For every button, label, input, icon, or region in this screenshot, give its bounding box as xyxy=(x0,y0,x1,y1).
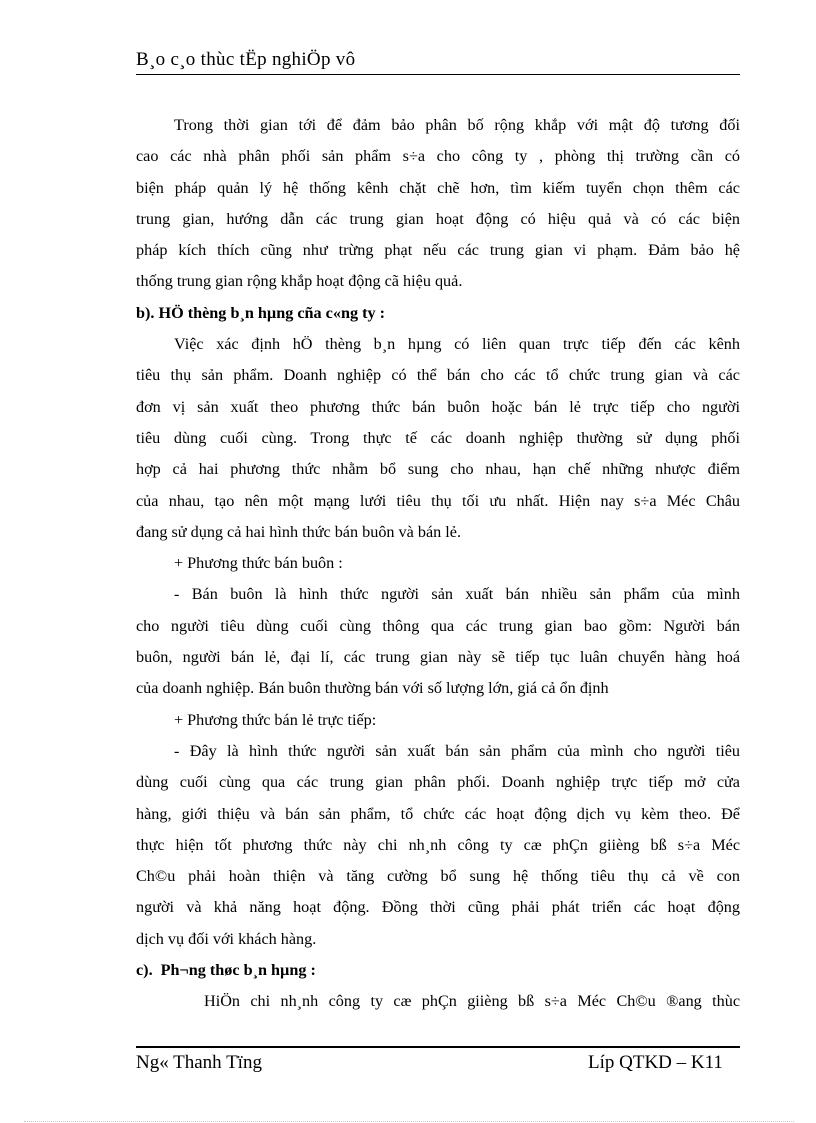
text-line: dùng cuối cùng qua các trung gian phân phối. Doanh nghiệp trực tiếp mở cửa xyxy=(136,773,740,792)
text-line: hợp cả hai phương thức nhằm bổ sung cho nhau, hạn chế những nhược điểm xyxy=(136,460,740,479)
text-line: pháp kích thích cũng như trừng phạt nếu các trung gian vi phạm. Đảm bảo hệ xyxy=(136,241,740,260)
text-line: dịch vụ đối với khách hàng. xyxy=(136,929,317,948)
document-body xyxy=(136,110,740,1018)
text-line: hàng, giới thiệu và bán sản phẩm, tổ chức các hoạt động dịch vụ kèm theo. Để xyxy=(136,804,740,823)
text-line: cao các nhà phân phối sản phẩm s÷a cho công ty , phòng thị trường cần có xyxy=(136,147,740,166)
section-heading-c xyxy=(136,955,740,986)
text-line: - Bán buôn là hình thức người sản xuất bán nhiều sản phẩm của mình xyxy=(174,585,740,604)
text-line: buôn, người bán lẻ, đại lí, các trung gian này sẽ tiếp tục luân chuyển hàng hoá xyxy=(136,648,740,667)
text-line: Việc xác định hÖ thèng b¸n hµng có liên quan trực tiếp đến các kênh xyxy=(174,335,740,354)
paragraph-4 xyxy=(136,736,740,955)
heading-c-text: Ph¬ng thøc b¸n hµng : xyxy=(160,961,316,980)
heading-c-label: c). xyxy=(136,961,153,980)
section-heading-b: b). HÖ thèng b¸n hµng cña c«ng ty : xyxy=(136,303,386,322)
text-line: Trong thời gian tới để đảm bảo phân bố rộng khắp với mật độ tương đối xyxy=(174,116,740,134)
paragraph-3 xyxy=(136,579,740,704)
text-line: của nhau, tạo nên một mạng lưới tiêu thụ tối ưu nhất. Hiện nay s÷a Méc Châu xyxy=(136,491,740,510)
text-line: tiêu thụ sản phẩm. Doanh nghiệp có thể bán cho các tổ chức trung gian và các xyxy=(136,366,740,385)
text-line: thực hiện tốt phương thức này chi nh¸nh công ty cæ phÇn giièng bß s÷a Méc xyxy=(136,835,740,854)
page-header-title: B¸o c¸o thùc tËp nghiÖp vô xyxy=(136,49,356,70)
header-divider xyxy=(136,74,740,75)
text-line: thống trung gian rộng khắp hoạt động cã hiệu quả. xyxy=(136,272,463,291)
text-line: - Đây là hình thức người sản xuất bán sản phẩm của mình cho người tiêu xyxy=(174,741,740,760)
text-line: của doanh nghiệp. Bán buôn thường bán với số lượng lớn, giá cả ổn định xyxy=(136,679,609,698)
paragraph-1 xyxy=(136,110,740,298)
list-item-retail: + Phương thức bán lẻ trực tiếp: xyxy=(174,710,377,729)
footer-divider xyxy=(136,1046,740,1048)
page-edge-divider xyxy=(24,1121,794,1122)
paragraph-2 xyxy=(136,329,740,548)
text-line: biện pháp quản lý hệ thống kênh chặt chẽ hơn, tìm kiếm tuyển chọn thêm các xyxy=(136,178,740,197)
text-line: đang sử dụng cả hai hình thức bán buôn và bán lẻ. xyxy=(136,522,462,541)
footer-author: Ng« Thanh Tïng xyxy=(136,1052,262,1073)
list-item-wholesale: + Phương thức bán buôn : xyxy=(174,554,343,573)
text-line: HiÖn chi nh¸nh công ty cæ phÇn giièng bß s÷a Méc Ch©u ®ang thùc xyxy=(204,992,740,1011)
text-line: tiêu dùng cuối cùng. Trong thực tế các doanh nghiệp thường sử dụng phối xyxy=(136,428,740,447)
text-line: người và khả năng hoạt động. Đồng thời cũng phải phát triển các hoạt động xyxy=(136,898,740,917)
footer-class: Líp QTKD – K11 xyxy=(588,1052,723,1073)
text-line: đơn vị sản xuất theo phương thức bán buôn hoặc bán lẻ trực tiếp cho người xyxy=(136,397,740,416)
text-line: cho người tiêu dùng cuối cùng thông qua các trung gian bao gồm: Người bán xyxy=(136,616,740,635)
text-line: trung gian, hướng dẫn các trung gian hoạt động có hiệu quả và có các biện xyxy=(136,209,740,228)
text-line: Ch©u phải hoàn thiện và tăng cường bổ sung hệ thống tiêu thụ cả về con xyxy=(136,867,740,886)
